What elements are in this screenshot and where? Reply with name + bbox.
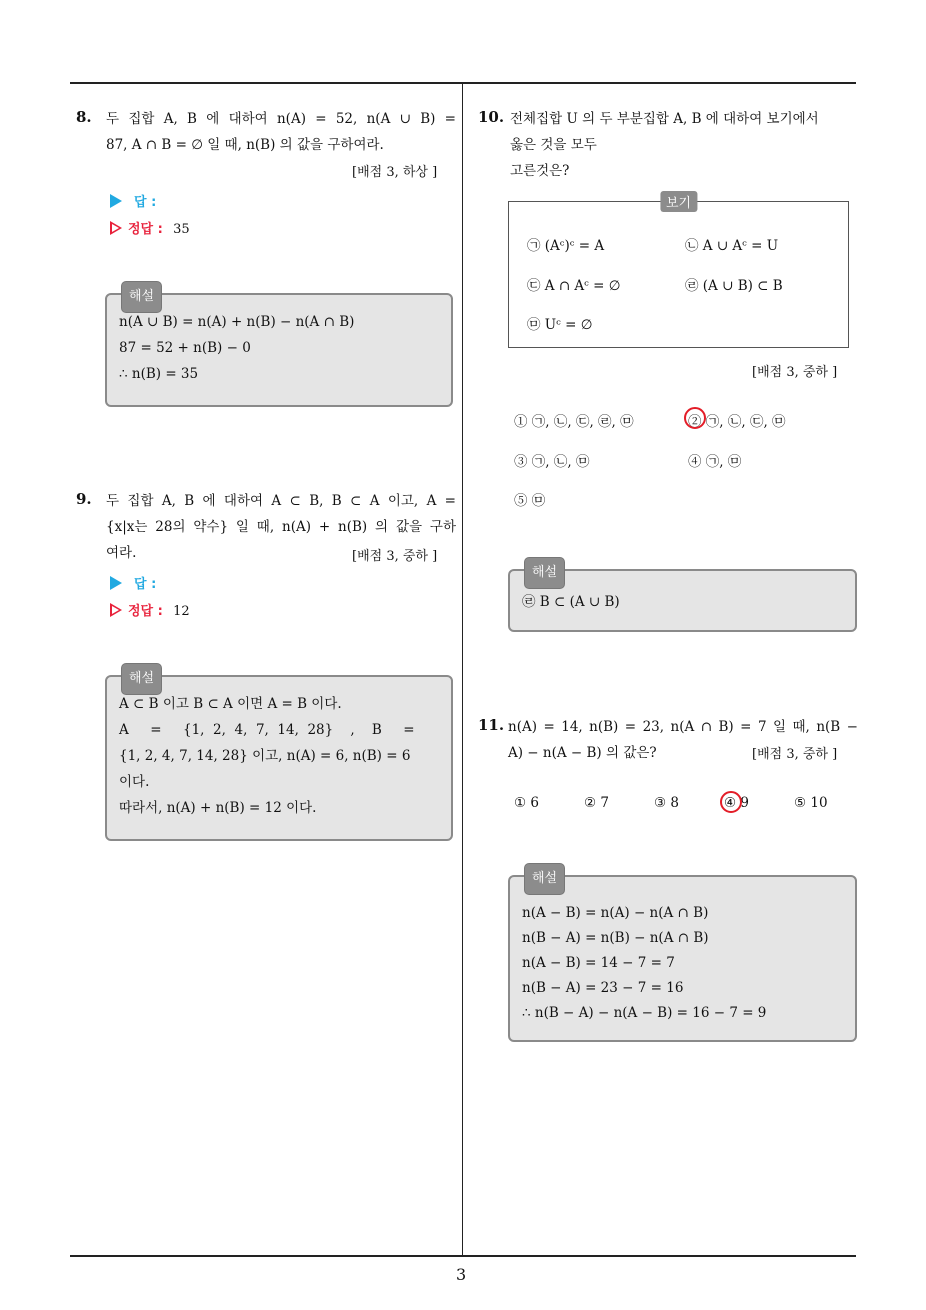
q10-solution-tab: 해설 <box>524 557 565 589</box>
q9-correct-value: 12 <box>173 604 190 619</box>
q11-choice-2[interactable]: ② 7 <box>584 795 609 811</box>
q8-text <box>106 106 456 158</box>
q8-solution-box <box>105 289 453 407</box>
q8-correct-row <box>110 218 190 237</box>
q8-correct-label: 정답 : <box>128 222 163 237</box>
q10-bogi-box <box>508 196 849 348</box>
q11-choice-1[interactable]: ① 6 <box>514 795 539 811</box>
q10-item: ㉢ A ∩ Aᶜ = ∅ <box>527 278 621 294</box>
q9-sol-line: {1, 2, 4, 7, 14, 28} 이고, n(A) = 6, n(B) = 6 <box>119 748 411 764</box>
q10-bogi-tab: 보기 <box>660 191 697 212</box>
q11-solution-tab: 해설 <box>524 863 565 895</box>
q11-solution-box <box>508 871 857 1042</box>
correct-arrow-icon <box>110 221 122 235</box>
q11-choice-5[interactable]: ⑤ 10 <box>794 795 828 811</box>
q10-item: ㉠ (Aᶜ)ᶜ = A <box>527 238 605 254</box>
q11-number: 11. <box>478 716 505 734</box>
q11-meta: [배점 3, 중하 ] <box>752 747 838 762</box>
q9-sol-line: 따라서, n(A) + n(B) = 12 이다. <box>119 800 317 816</box>
column-divider <box>462 83 463 1256</box>
q10-choice-4[interactable]: ④ ㉠, ㉤ <box>688 454 742 470</box>
q10-sol-line: ㉣ B ⊂ (A ∪ B) <box>522 594 620 610</box>
q9-sol-line: 이다. <box>119 774 150 790</box>
q9-number: 9. <box>76 490 92 508</box>
q11-sol-line: n(B − A) = n(B) − n(A ∩ B) <box>522 930 709 946</box>
q10-item: ㉤ Uᶜ = ∅ <box>527 317 593 333</box>
q11-sol-line: n(B − A) = 23 − 7 = 16 <box>522 980 684 996</box>
q9-line3: 여라. <box>106 545 137 561</box>
q10-choice-2[interactable]: ② ㉠, ㉡, ㉢, ㉤ <box>688 414 786 430</box>
q11-sol-line: ∴ n(B − A) − n(A − B) = 16 − 7 = 9 <box>522 1005 767 1021</box>
q8-correct-value: 35 <box>173 222 190 237</box>
q8-answer-row <box>110 191 156 210</box>
q11-choice-3[interactable]: ③ 8 <box>654 795 679 811</box>
q9-solution-box <box>105 671 453 841</box>
q10-number: 10. <box>478 108 505 126</box>
q9-meta: [배점 3, 중하 ] <box>352 549 438 564</box>
q9-answer-row <box>110 573 156 592</box>
q11-answer-mark <box>720 791 742 813</box>
q8-answer-label: 답 : <box>134 195 157 210</box>
q11-line1: n(A) = 14, n(B) = 23, n(A ∩ B) = 7 일 때, n(B − <box>508 719 858 735</box>
q8-line1: 두 집합 A, B 에 대하여 n(A) = 52, n(A ∪ B) = <box>106 111 456 127</box>
correct-arrow-icon <box>110 603 122 617</box>
q10-choice-1[interactable]: ① ㉠, ㉡, ㉢, ㉣, ㉤ <box>514 414 634 430</box>
q10-choice-5[interactable]: ⑤ ㉤ <box>514 493 546 509</box>
q10-line1: 전체집합 U 의 두 부분집합 A, B 에 대하여 보기에서 <box>510 111 819 127</box>
page-number: 3 <box>456 1265 467 1284</box>
q9-sol-line: A ⊂ B 이고 B ⊂ A 이면 A = B 이다. <box>119 696 342 712</box>
q10-choice-3[interactable]: ③ ㉠, ㉡, ㉤ <box>514 454 590 470</box>
q11-line2: A) − n(A − B) 의 값은? <box>508 745 657 761</box>
q9-correct-label: 정답 : <box>128 604 163 619</box>
q11-choice-4[interactable]: ④ 9 <box>724 795 749 811</box>
q10-meta: [배점 3, 중하 ] <box>752 365 838 380</box>
top-rule <box>70 82 856 84</box>
q9-solution-tab: 해설 <box>121 663 162 695</box>
q8-solution-tab: 해설 <box>121 281 162 313</box>
q8-sol-line: 87 = 52 + n(B) − 0 <box>119 340 251 356</box>
q8-sol-line: n(A ∪ B) = n(A) + n(B) − n(A ∩ B) <box>119 314 355 330</box>
q10-item: ㉣ (A ∪ B) ⊂ B <box>685 278 783 294</box>
q8-line2: 87, A ∩ B = ∅ 일 때, n(B) 의 값을 구하여라. <box>106 137 384 153</box>
q9-answer-label: 답 : <box>134 577 157 592</box>
q9-correct-row <box>110 600 190 619</box>
q9-line2: {x|x는 28의 약수} 일 때, n(A) + n(B) 의 값을 구하 <box>106 519 456 535</box>
answer-arrow-icon <box>110 194 122 208</box>
q10-solution-box <box>508 565 857 632</box>
q8-meta: [배점 3, 하상 ] <box>352 165 438 180</box>
q8-sol-line: ∴ n(B) = 35 <box>119 366 199 382</box>
answer-arrow-icon <box>110 576 122 590</box>
q8-number: 8. <box>76 108 92 126</box>
q9-sol-line: A = {1, 2, 4, 7, 14, 28} , B = <box>119 722 415 738</box>
q11-sol-line: n(A − B) = n(A) − n(A ∩ B) <box>522 905 709 921</box>
q10-text <box>510 106 860 184</box>
q10-answer-mark <box>684 407 706 429</box>
q10-line3: 고른것은? <box>510 163 570 179</box>
q9-line1: 두 집합 A, B 에 대하여 A ⊂ B, B ⊂ A 이고, A = <box>106 493 456 509</box>
q11-sol-line: n(A − B) = 14 − 7 = 7 <box>522 955 675 971</box>
q10-line2: 옳은 것을 모두 <box>510 137 597 153</box>
q10-item: ㉡ A ∪ Aᶜ = U <box>685 238 779 254</box>
bottom-rule <box>70 1255 856 1257</box>
